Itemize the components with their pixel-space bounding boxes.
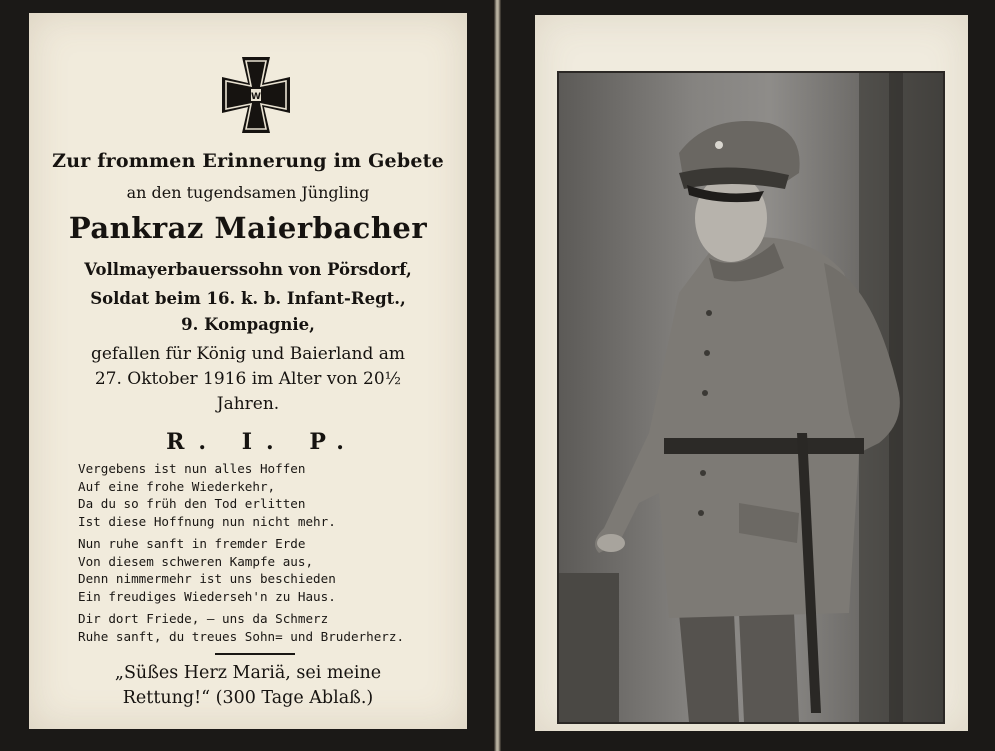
soldier-portrait-photo (557, 71, 945, 724)
rip-text: R. I. P. (166, 429, 358, 455)
poem-line: Da du so früh den Tod erlitten (78, 496, 306, 511)
fallen-line: gefallen für König und Baierland am (90, 344, 406, 364)
company-line: 9. Kompagnie, (181, 315, 315, 334)
closing-divider (215, 653, 295, 655)
poem-line: Ist diese Hoffnung nun nicht mehr. (78, 513, 336, 529)
poem-line: Denn nimmermehr ist uns beschieden (78, 571, 336, 586)
poem-line: Von diesem schweren Kampfe aus, (78, 553, 314, 569)
poem-line: Dir dort Friede, — uns da Schmerz (78, 611, 329, 626)
card-subheading: an den tugendsamen Jüngling (126, 183, 370, 202)
poem-stanza-3 (78, 610, 458, 645)
svg-text:W: W (251, 92, 261, 102)
memorial-card-text-panel (29, 13, 467, 729)
origin-line: Vollmayerbauerssohn von Pörsdorf, (84, 260, 412, 279)
soldier-portrait-image (559, 73, 943, 722)
card-heading: Zur frommen Erinnerung im Gebete (52, 150, 444, 172)
poem-line: Ein freudiges Wiederseh'n zu Haus. (78, 588, 336, 604)
deceased-name: Pankraz Maierbacher (68, 211, 428, 245)
card-fold-line (494, 0, 501, 751)
poem-stanza-2 (78, 535, 458, 605)
regiment-line: Soldat beim 16. k. b. Infant-Regt., (90, 289, 406, 308)
poem-line: Auf eine frohe Wiederkehr, (78, 478, 276, 494)
poem-line: Nun ruhe sanft in fremder Erde (78, 536, 306, 551)
years-line: Jahren. (216, 394, 280, 414)
iron-cross-icon (218, 55, 294, 135)
date-age-line: 27. Oktober 1916 im Alter von 20½ (94, 369, 402, 389)
poem-stanza-1 (78, 460, 458, 530)
closing-prayer-line-2: Rettung!“ (300 Tage Ablaß.) (122, 688, 374, 708)
poem-line: Ruhe sanft, du treues Sohn= und Bruderherz. (78, 628, 405, 644)
closing-prayer-line-1: „Süßes Herz Mariä, sei meine (114, 663, 382, 683)
poem-line: Vergebens ist nun alles Hoffen (78, 461, 306, 476)
